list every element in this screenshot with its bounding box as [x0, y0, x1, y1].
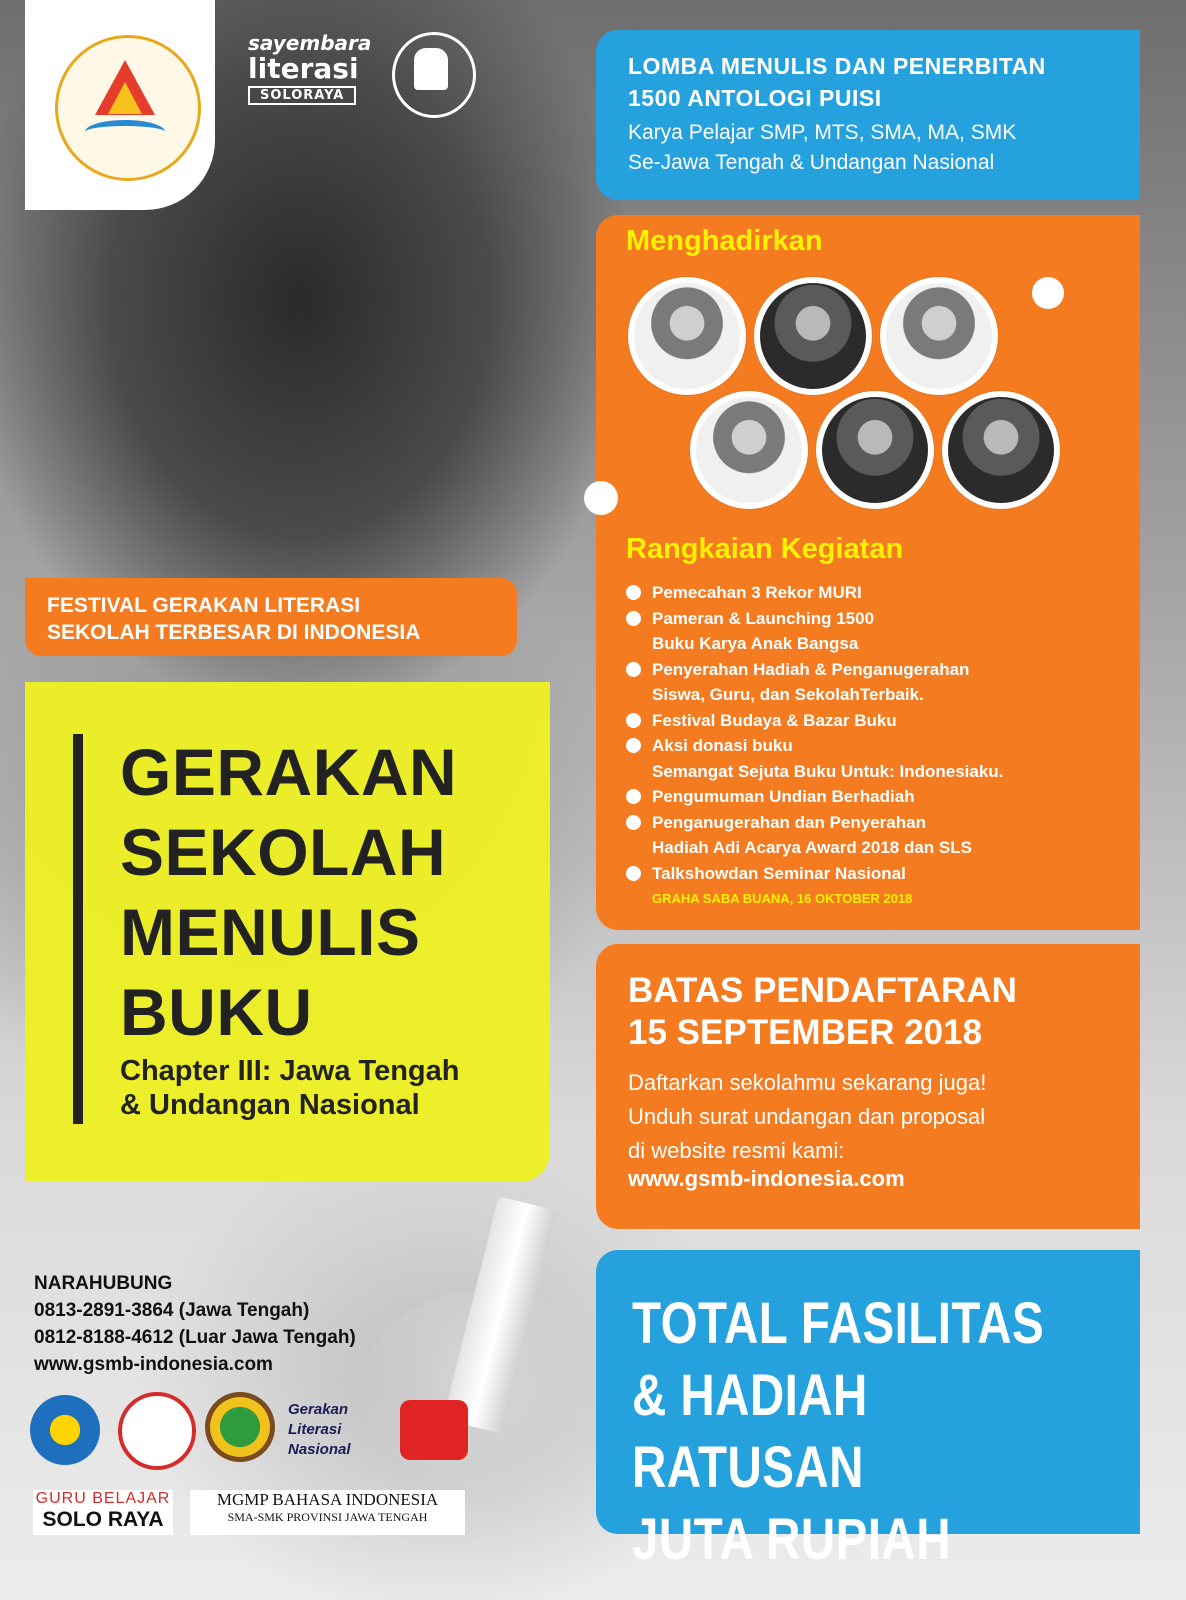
gerakan-literasi-sekolah-logo	[400, 1400, 468, 1460]
speaker-photo	[816, 391, 934, 509]
mgmp-badge: MGMP BAHASA INDONESIA SMA-SMK PROVINSI JAWA TENGAH	[190, 1490, 465, 1535]
activity-item: Penganugerahan dan Penyerahan Hadiah Adi Acarya Award 2018 dan SLS	[624, 810, 1003, 861]
registration-deadline: BATAS PENDAFTARAN 15 SEPTEMBER 2018	[628, 971, 1017, 1052]
activity-item: Pameran & Launching 1500 Buku Karya Anak Bangsa	[624, 606, 1003, 657]
soloraya-text: SOLORAYA	[248, 86, 356, 105]
main-subtitle: Chapter III: Jawa Tengah & Undangan Nasional	[120, 1055, 460, 1121]
literasi-text: literasi	[248, 52, 359, 85]
book-icon	[85, 120, 165, 144]
gerakan-literasi-nasional-logo: Gerakan Literasi Nasional	[288, 1401, 351, 1458]
contact-label: NARAHUBUNG	[34, 1273, 173, 1294]
guru-belajar-badge: GURU BELAJAR SOLO RAYA	[33, 1490, 173, 1535]
activity-item: Pemecahan 3 Rekor MURI	[624, 580, 1003, 606]
prize-panel	[596, 1250, 1140, 1572]
registration-panel	[596, 944, 1140, 1229]
speaker-photo	[628, 277, 746, 395]
main-title: GERAKAN SEKOLAH MENULIS BUKU	[120, 735, 458, 1049]
decor-dot	[584, 481, 618, 515]
competition-title: LOMBA MENULIS DAN PENERBITAN 1500 ANTOLOGI PUISI	[628, 53, 1046, 111]
speaker-photo	[754, 277, 872, 395]
activities-list	[624, 580, 1003, 886]
event-panel	[596, 215, 1140, 930]
prize-text: TOTAL FASILITAS & HADIAH RATUSAN JUTA RUPIAH	[632, 1291, 1045, 1572]
speakers-heading: Menghadirkan	[626, 225, 823, 257]
activity-item: Talkshowdan Seminar Nasional	[624, 861, 1003, 887]
contact-block	[34, 1270, 356, 1378]
title-accent-bar	[73, 734, 83, 1124]
festival-text: FESTIVAL GERAKAN LITERASI SEKOLAH TERBESAR DI INDONESIA	[47, 594, 421, 644]
speaker-photo	[690, 391, 808, 509]
competition-info-panel	[596, 30, 1140, 200]
activity-item: Penyerahan Hadiah & Penganugerahan Siswa, Guru, dan SekolahTerbaik.	[624, 657, 1003, 708]
contact-website-link[interactable]: www.gsmb-indonesia.com	[34, 1354, 273, 1375]
flame-inner-icon	[108, 82, 142, 114]
festival-banner	[25, 578, 517, 656]
university-logo	[118, 1392, 196, 1470]
activity-item: Festival Budaya & Bazar Buku	[624, 708, 1003, 734]
decor-dot	[1032, 277, 1064, 309]
registration-website-link[interactable]: www.gsmb-indonesia.com	[628, 1166, 905, 1191]
jawa-tengah-logo	[205, 1392, 275, 1462]
activities-heading: Rangkaian Kegiatan	[626, 533, 904, 565]
speaker-photo	[942, 391, 1060, 509]
seal-figure-icon	[414, 48, 448, 90]
phone-luar-jateng: 0812-8188-4612 (Luar Jawa Tengah)	[34, 1327, 356, 1348]
tut-wuri-handayani-logo	[30, 1395, 100, 1465]
speaker-photo	[880, 277, 998, 395]
competition-eligibility: Karya Pelajar SMP, MTS, SMA, MA, SMK Se-Jawa Tengah & Undangan Nasional	[628, 121, 1017, 174]
activity-item: Aksi donasi buku Semangat Sejuta Buku Untuk: Indonesiaku.	[624, 733, 1003, 784]
main-title-block	[25, 682, 550, 1182]
sayembara-literasi-logo	[248, 32, 373, 105]
phone-jateng: 0813-2891-3864 (Jawa Tengah)	[34, 1300, 310, 1321]
activity-item: Pengumuman Undian Berhadiah	[624, 784, 1003, 810]
registration-text: Daftarkan sekolahmu sekarang juga! Unduh surat undangan dan proposal di website resmi kami:	[628, 1070, 987, 1163]
venue-date: GRAHA SABA BUANA, 16 OKTOBER 2018	[652, 891, 913, 906]
sayembara-text: sayembara	[248, 31, 372, 55]
